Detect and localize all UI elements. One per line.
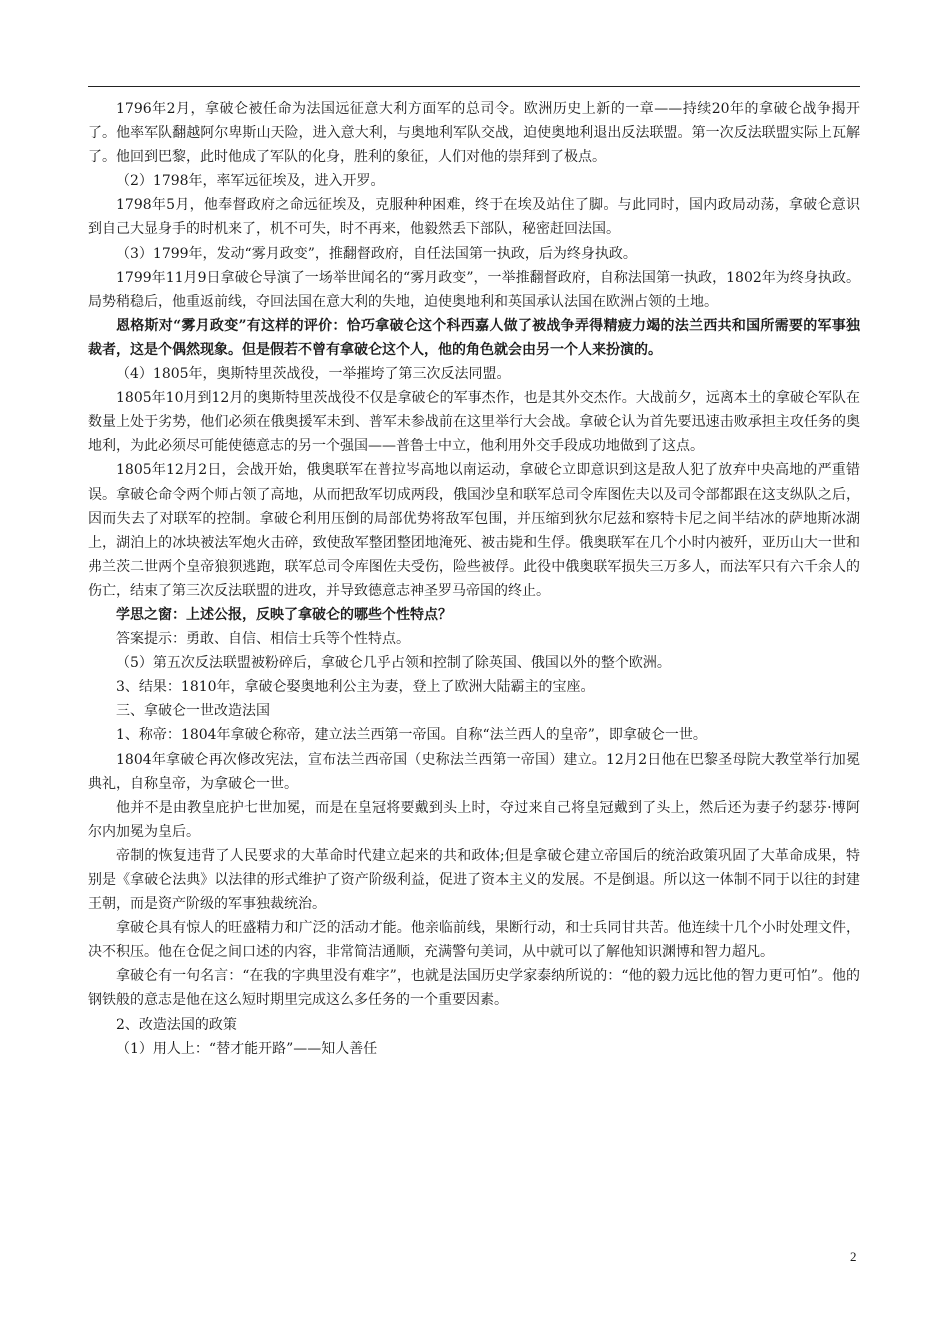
paragraph: 1、称帝：1804年拿破仑称帝，建立法兰西第一帝国。自称“法兰西人的皇帝”，即拿破仑一世。	[116, 727, 707, 744]
paragraph: （4）1805年，奥斯特里茨战役，一举摧垮了第三次反法同盟。	[116, 366, 511, 383]
paragraph: （5）第五次反法联盟被粉碎后，拿破仑几乎占领和控制了除英国、俄国以外的整个欧洲。	[116, 655, 671, 672]
paragraph: （3）1799年，发动“雾月政变”，推翻督政府，自任法国第一执政，后为终身执政。	[116, 245, 637, 262]
paragraph: 1799年11月9日拿破仑导演了一场举世闻名的“雾月政变”，一举推翻督政府，自称法国第一执政，1802年为终身执政。局势稍稳后，他重返前线，夺回法国在意大利的失地，迫使奥地利和英国承认法国在欧洲占领的土地。	[88, 269, 860, 310]
paragraph: 1804年拿破仑再次修改宪法，宣布法兰西帝国（史称法兰西第一帝国）建立。12月2日他在巴黎圣母院大教堂举行加冕典礼，自称皇帝，为拿破仑一世。	[88, 751, 860, 792]
paragraph: 拿破仑有一句名言：“在我的字典里没有难字”，也就是法国历史学家泰纳所说的：“他的毅力远比他的智力更可怕”。他的钢铁般的意志是他在这么短时期里完成这么多任务的一个重要因素。	[88, 968, 860, 1009]
paragraph: 2、改造法国的政策	[116, 1016, 237, 1033]
paragraph: 3、结果：1810年，拿破仑娶奥地利公主为妻，登上了欧洲大陆霸主的宝座。	[116, 679, 595, 696]
paragraph: 1796年2月，拿破仑被任命为法国远征意大利方面军的总司令。欧洲历史上新的一章——持续20年的拿破仑战争揭开了。他率军队翻越阿尔卑斯山天险，进入意大利，与奥地利军队交战，迫使奥地利退出反法联盟。第一次反法联盟实际上瓦解了。他回到巴黎，此时他成了军队的化身，胜利的象征，人们对他的崇拜到了极点。	[88, 101, 860, 166]
paragraph: 他并不是由教皇庇护七世加冕，而是在皇冠将要戴到头上时，夺过来自己将皇冠戴到了头上，然后还为妻子约瑟芬·博阿尔内加冕为皇后。	[88, 799, 860, 840]
paragraph: 三、拿破仑一世改造法国	[116, 703, 270, 720]
page-number: 2	[850, 1249, 857, 1264]
document-body	[88, 97, 860, 1061]
paragraph: 帝制的恢复违背了人民要求的大革命时代建立起来的共和政体;但是拿破仑建立帝国后的统治政策巩固了大革命成果，特别是《拿破仑法典》以法律的形式维护了资产阶级利益，促进了资本主义的发展。不是倒退。所以这一体制不同于以往的封建王朝，而是资产阶级的军事独裁统治。	[88, 847, 860, 913]
paragraph: 学思之窗：上述公报，反映了拿破仑的哪些个性特点？	[116, 606, 452, 623]
paragraph: （2）1798年，率军远征埃及，进入开罗。	[116, 173, 385, 190]
paragraph: （1）用人上：“替才能开路”——知人善任	[116, 1040, 378, 1057]
paragraph: 恩格斯对“雾月政变”有这样的评价：恰巧拿破仑这个科西嘉人做了被战争弄得精疲力竭的法兰西共和国所需要的军事独裁者，这是个偶然现象。但是假若不曾有拿破仑这个人，他的角色就会由另一个人来扮演的。	[88, 317, 860, 358]
paragraph: 1805年10月到12月的奥斯特里茨战役不仅是拿破仑的军事杰作，也是其外交杰作。大战前夕，远离本土的拿破仑军队在数量上处于劣势，他们必须在俄奥援军未到、普军未参战前在这里举行大会战。拿破仑认为首先要迅速击败承担主攻任务的奥地利，为此必须尽可能使德意志的另一个强国——普鲁士中立，他利用外交手段成功地做到了这点。	[88, 390, 860, 455]
paragraph: 1798年5月，他奉督政府之命远征埃及，克服种种困难，终于在埃及站住了脚。与此同时，国内政局动荡，拿破仑意识到自己大显身手的时机来了，机不可失，时不再来，他毅然丢下部队，秘密赶回法国。	[88, 197, 860, 238]
paragraph: 答案提示：勇敢、自信、相信士兵等个性特点。	[116, 631, 410, 648]
paragraph: 拿破仑具有惊人的旺盛精力和广泛的活动才能。他亲临前线，果断行动，和士兵同甘共苦。他连续十几个小时处理文件，决不积压。他在仓促之间口述的内容，非常简洁通顺，充满警句美词，从中就可以了解他知识渊博和智力超凡。	[88, 920, 860, 961]
header-rule	[88, 86, 860, 87]
paragraph: 1805年12月2日，会战开始，俄奥联军在普拉岑高地以南运动，拿破仑立即意识到这是敌人犯了放弃中央高地的严重错误。拿破仑命令两个师占领了高地，从而把敌军切成两段，俄国沙皇和联军总司令库图佐夫以及司令部都跟在这支纵队之后，因而失去了对联军的控制。拿破仑利用压倒的局部优势将敌军包围，并压缩到狄尔尼兹和察特卡尼之间半结冰的萨地斯冰湖上，湖泊上的冰块被法军炮火击碎，致使敌军整团整团地淹死、被击毙和生俘。俄奥联军在几个小时内被歼，亚历山大一世和弗兰茨二世两个皇帝狼狈逃跑，联军总司令库图佐夫受伤，险些被俘。此役中俄奥联军损失三万多人，而法军只有六千余人的伤亡，结束了第三次反法联盟的进攻，并导致德意志神圣罗马帝国的终止。	[88, 462, 860, 599]
